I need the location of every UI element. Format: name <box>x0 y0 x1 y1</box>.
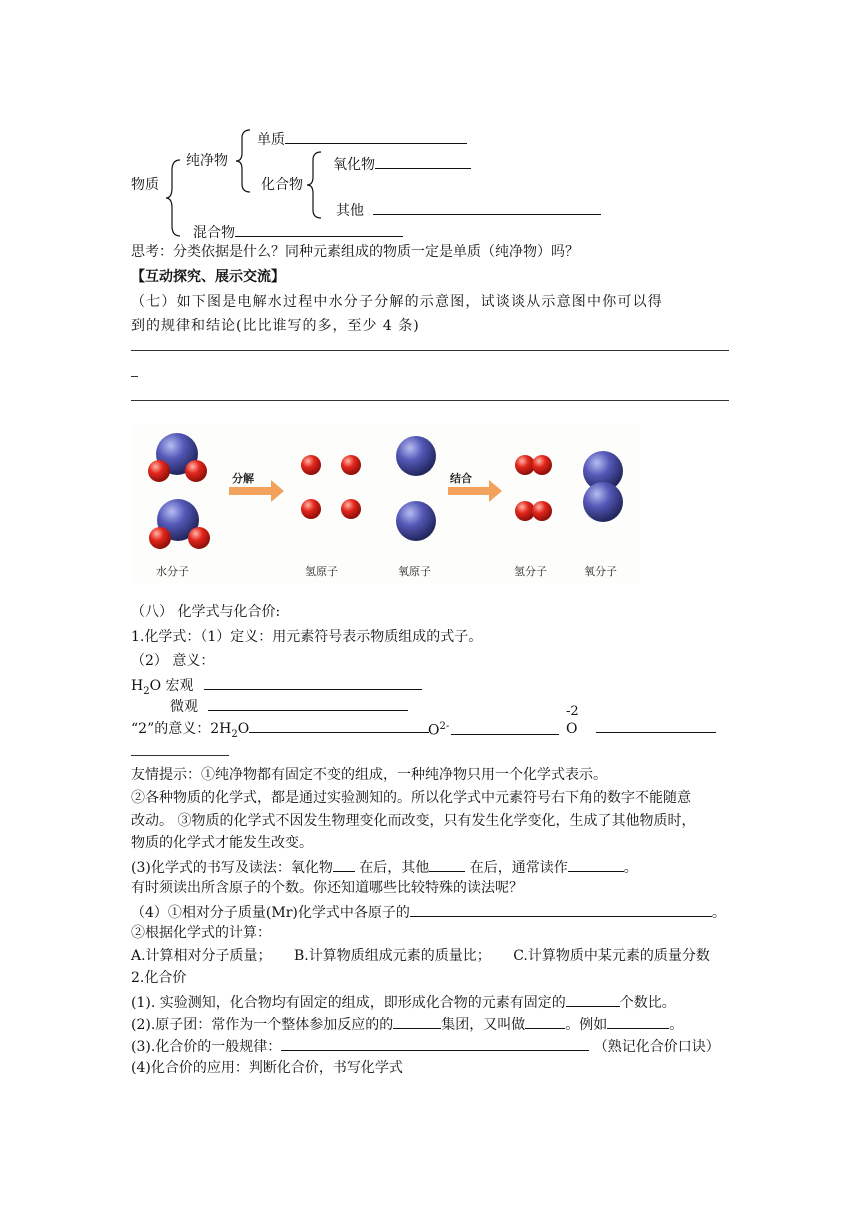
calc-b: B.计算物质组成元素的质量比； <box>294 948 491 964</box>
o-valence <box>566 718 716 738</box>
r3-blank-1[interactable] <box>333 857 355 872</box>
label-oxygen-molecule: 氧分子 <box>584 565 617 578</box>
v2-text-c: 。例如 <box>565 1017 608 1033</box>
rule-4 <box>131 902 726 922</box>
element-text: 单质 <box>257 132 285 148</box>
h2o-h: H <box>131 678 144 694</box>
rule-3 <box>131 857 638 877</box>
micro-blank[interactable] <box>208 696 408 711</box>
micro-text: 微观 <box>170 699 198 715</box>
tip-4: 物质的化学式才能发生改变。 <box>131 835 313 851</box>
v1-blank[interactable] <box>566 992 620 1007</box>
r4-blank[interactable] <box>410 902 712 917</box>
oxide-text: 氧化物 <box>333 157 375 173</box>
v2-text-a: (2).原子团：常作为一个整体参加反应的的 <box>131 1017 394 1033</box>
q7-line2: 到的规律和结论(比比谁写的多，至少 4 条) <box>131 318 420 334</box>
rule-3-note: 有时须读出所含原子的个数。你还知道哪些比较特殊的读法呢？ <box>131 880 523 896</box>
h2o-sub: 2 <box>143 685 150 697</box>
o-valence-sup: -2 <box>566 704 579 719</box>
arrow1-label: 分解 <box>232 472 254 485</box>
tip-3: 改动。 ③物质的化学式不因发生物理变化而改变，只有发生化学变化，生成了其他物质时， <box>131 813 696 829</box>
brace-substance <box>164 158 184 238</box>
rule-4-calc-title: ②根据化学式的计算： <box>131 925 271 941</box>
other-blank-2[interactable] <box>493 200 601 215</box>
two-meaning <box>131 718 429 744</box>
r3-text-b: 在后，其他 <box>359 860 430 876</box>
arrow2-label: 结合 <box>450 472 472 485</box>
v2-blank-1[interactable] <box>393 1014 441 1029</box>
calc-c: C.计算物质中某元素的质量分数 <box>513 948 710 964</box>
v2-blank-3[interactable] <box>607 1014 669 1029</box>
o2-ion <box>428 718 559 740</box>
brace-compound <box>305 150 325 220</box>
macro-blank[interactable] <box>204 675 422 690</box>
r3-text-a: (3)化学式的书写及读法：氧化物 <box>131 860 333 876</box>
water-electrolysis-figure <box>131 425 640 583</box>
label-oxygen-atom: 氧原子 <box>398 565 431 578</box>
mixture-blank[interactable] <box>235 222 403 237</box>
two-sub: 2 <box>231 728 238 740</box>
other-text: 其他 <box>336 203 364 219</box>
h2o-macro-text: O 宏观 <box>149 678 194 694</box>
calc-a: A.计算相对分子质量； <box>131 948 272 964</box>
label-substance: 物质 <box>131 177 159 193</box>
q8-definition: 1.化学式：（1）定义：用元素符号表示物质组成的式子。 <box>131 629 483 645</box>
mixture-text: 混合物 <box>193 225 235 241</box>
r4-text-a: （4）①相对分子质量(Mr)化学式中各原子的 <box>131 905 410 921</box>
two-prefix: “2”的意义：2H <box>131 721 232 737</box>
think-question: 思考：分类依据是什么？同种元素组成的物质一定是单质（纯净物）吗？ <box>131 244 579 260</box>
valence-1 <box>131 992 676 1012</box>
tip-1: 友情提示：①纯净物都有固定不变的组成，一种纯净物只用一个化学式表示。 <box>131 767 607 783</box>
brace-pure <box>234 128 254 194</box>
label-pure: 纯净物 <box>186 153 228 169</box>
q8-meaning: （2） 意义： <box>131 653 215 669</box>
r4-text-b: 。 <box>711 905 726 921</box>
label-other <box>336 200 601 220</box>
other-blank-1[interactable] <box>373 200 493 215</box>
o2-sup: 2- <box>439 721 450 732</box>
r3-text-c: 在后，通常读作 <box>469 860 568 876</box>
two-h2o-blank[interactable] <box>249 718 429 733</box>
answer-line-1[interactable] <box>131 350 729 351</box>
o-valence-overflow-line[interactable] <box>131 755 229 756</box>
v2-text-d: 。 <box>669 1017 684 1033</box>
label-hydrogen-atom: 氢原子 <box>305 565 338 578</box>
tip-2: ②各种物质的化学式，都是通过实验测知的。所以化学式中元素符号右下角的数字不能随意 <box>131 790 691 806</box>
q7-line1: （七）如下图是电解水过程中水分子分解的示意图，试谈谈从示意图中你可以得 <box>131 294 663 310</box>
v2-text-b: 集团，又叫做 <box>441 1017 526 1033</box>
answer-line-2[interactable] <box>131 400 729 401</box>
section-title: 【互动探究、展示交流】 <box>131 269 285 285</box>
o2-blank[interactable] <box>451 720 559 735</box>
v3-text-b: （熟记化合价口诀） <box>593 1039 720 1055</box>
label-oxide <box>333 154 471 174</box>
label-element <box>257 129 467 149</box>
v1-text-a: (1). 实验测知，化合物均有固定的组成，即形成化合物的元素有固定的 <box>131 995 566 1011</box>
v3-blank[interactable] <box>281 1036 589 1051</box>
v2-blank-2[interactable] <box>525 1014 565 1029</box>
element-blank[interactable] <box>285 129 467 144</box>
label-water-molecule: 水分子 <box>156 565 189 578</box>
v3-text-a: (3).化合价的一般规律： <box>131 1039 282 1055</box>
label-mixture <box>193 222 403 242</box>
oxide-blank[interactable] <box>375 154 471 169</box>
o-label: O <box>566 721 578 737</box>
o-valence-blank[interactable] <box>596 718 716 733</box>
label-hydrogen-molecule: 氢分子 <box>514 565 547 578</box>
valence-3 <box>131 1036 720 1056</box>
o2-o: O <box>428 722 440 739</box>
r3-blank-3[interactable] <box>568 857 624 872</box>
two-o: O <box>237 721 250 737</box>
label-compound: 化合物 <box>261 177 303 193</box>
valence-2 <box>131 1014 683 1034</box>
valence-title: 2.化合价 <box>131 970 187 986</box>
calc-options <box>131 947 710 965</box>
v1-text-b: 个数比。 <box>619 995 676 1011</box>
r3-blank-2[interactable] <box>429 857 465 872</box>
r3-text-d: 。 <box>623 860 638 876</box>
valence-4: (4)化合价的应用：判断化合价，书写化学式 <box>131 1060 403 1076</box>
q8-title: （八） 化学式与化合价: <box>131 604 281 620</box>
h2o-micro <box>170 696 408 716</box>
answer-line-1-tail <box>131 376 138 377</box>
